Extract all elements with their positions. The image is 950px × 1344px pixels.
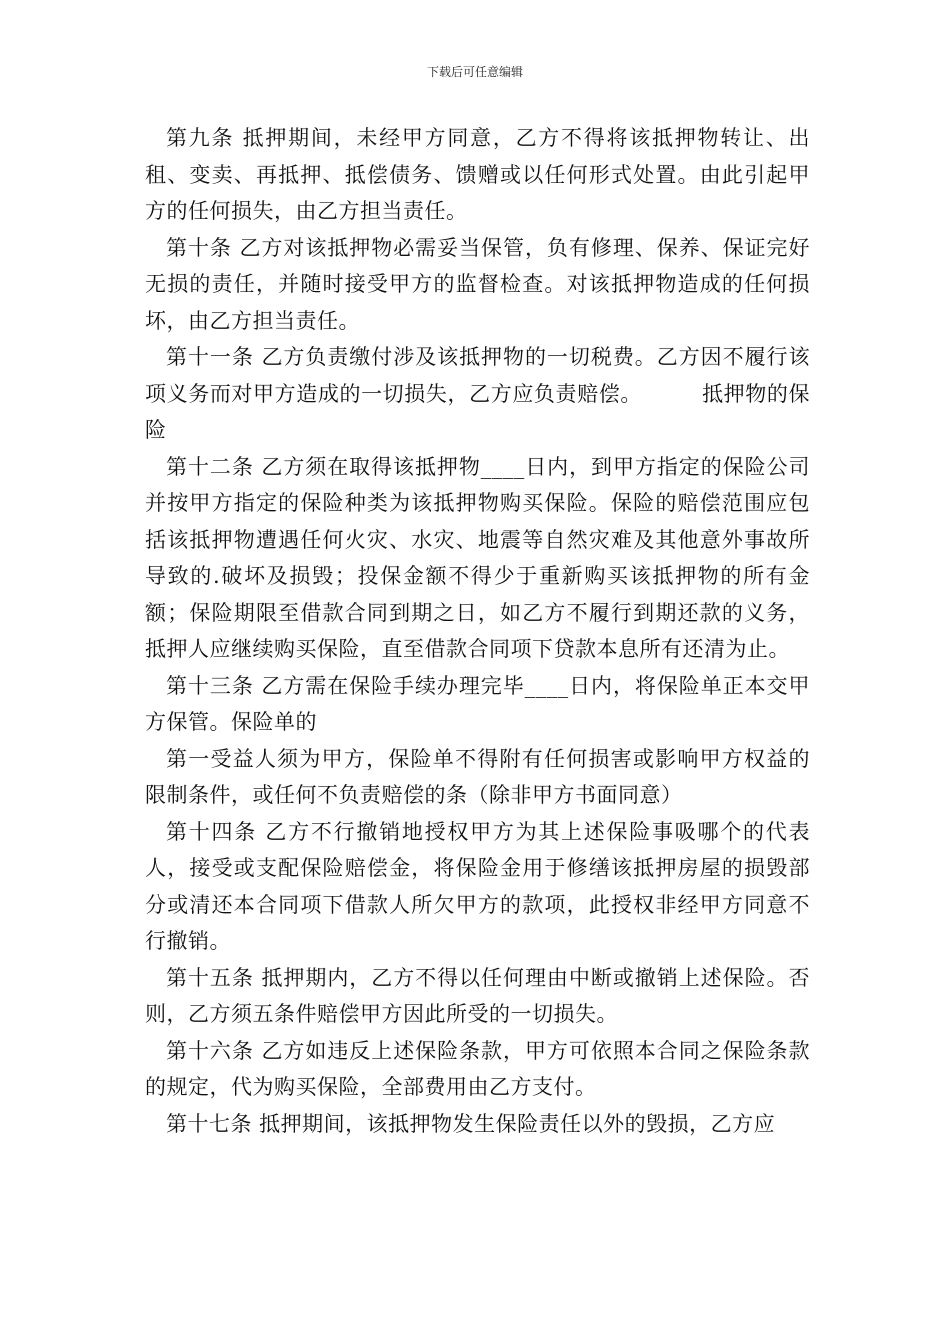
article-16: 第十六条 乙方如违反上述保险条款，甲方可依照本合同之保险条款的规定，代为购买保险，全部费用由乙方支付。	[145, 1038, 810, 1099]
article-11-text: 第十一条 乙方负责缴付涉及该抵押物的一切税费。乙方因不履行该项义务而对甲方造成的一切损失，乙方应负责赔偿。	[145, 345, 810, 406]
section-heading-insurance: 抵押物的保险	[145, 381, 811, 442]
article-15: 第十五条 抵押期内，乙方不得以任何理由中断或撤销上述保险。否则，乙方须五条件赔偿甲方因此所受的一切损失。	[145, 965, 810, 1026]
article-9: 第九条 抵押期间，未经甲方同意，乙方不得将该抵押物转让、出租、变卖、再抵押、抵偿债务、馈赠或以任何形式处置。由此引起甲方的任何损失，由乙方担当责任。	[145, 126, 810, 223]
article-11	[145, 339, 810, 449]
article-12: 第十二条 乙方须在取得该抵押物____日内，到甲方指定的保险公司并按甲方指定的保险种类为该抵押物购买保险。保险的赔偿范围应包括该抵押物遭遇任何火灾、水灾、地震等自然灾难及其他意外事故所导致的.破坏及损毁；投保金额不得少于重新购买该抵押物的所有金额；保险期限至借款合同到期之日，如乙方不履行到期还款的义务，抵押人应继续购买保险，直至借款合同项下贷款本息所有还清为止。	[145, 454, 810, 661]
article-13: 第十三条 乙方需在保险手续办理完毕____日内，将保险单正本交甲方保管。保险单的	[145, 673, 810, 734]
article-10: 第十条 乙方对该抵押物必需妥当保管，负有修理、保养、保证完好无损的责任，并随时接受甲方的监督检查。对该抵押物造成的任何损坏，由乙方担当责任。	[145, 235, 810, 333]
page-header: 下载后可任意编辑	[426, 65, 523, 79]
document-body	[145, 120, 810, 1142]
article-17: 第十七条 抵押期间，该抵押物发生保险责任以外的毁损，乙方应	[166, 1111, 776, 1136]
article-14: 第十四条 乙方不行撤销地授权甲方为其上述保险事吸哪个的代表人，接受或支配保险赔偿金，将保险金用于修缮该抵押房屋的损毁部分或清还本合同项下借款人所欠甲方的款项，此授权非经甲方同意不行撤销。	[145, 819, 810, 953]
article-13-continued: 第一受益人须为甲方，保险单不得附有任何损害或影响甲方权益的限制条件，或任何不负责赔偿的条（除非甲方书面同意）	[145, 746, 810, 807]
